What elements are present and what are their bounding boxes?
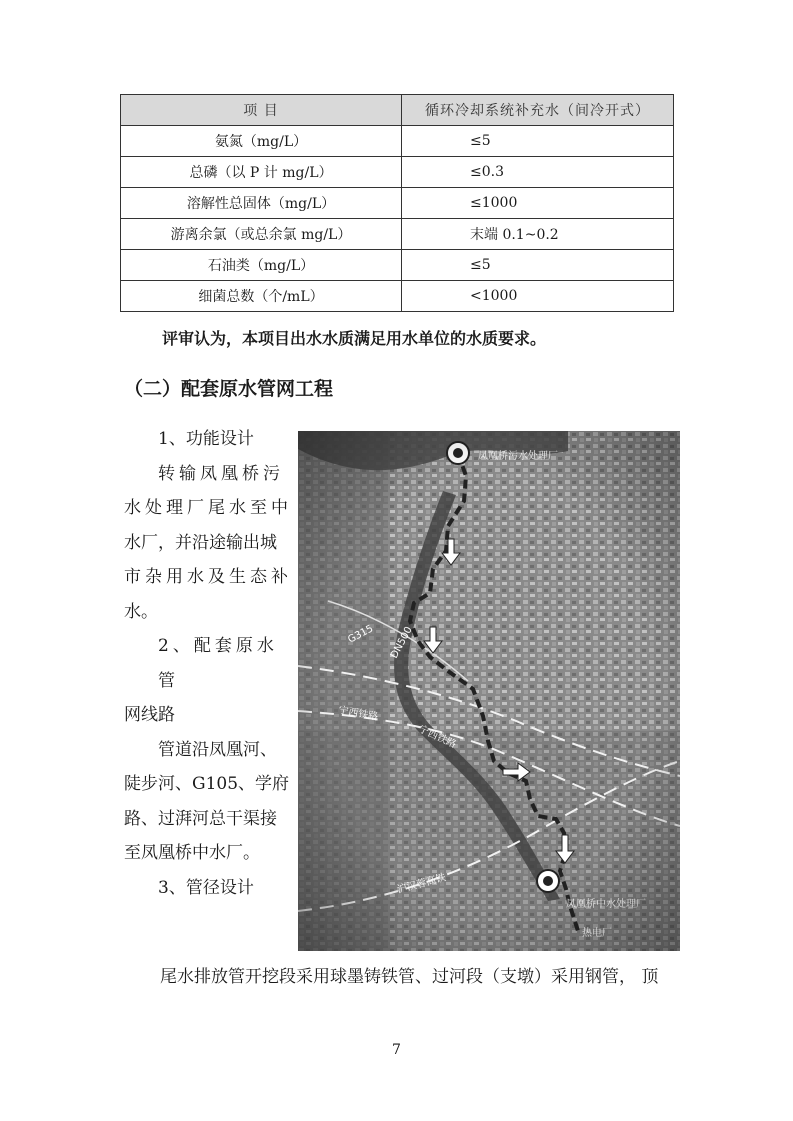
table-row	[121, 126, 674, 157]
table-header-row	[121, 95, 674, 126]
subsection-title: 1、功能设计	[158, 429, 254, 449]
table-row	[121, 157, 674, 188]
pipeline-route-map	[298, 431, 680, 951]
section-title: （二）配套原水管网工程	[124, 378, 334, 400]
table-cell-item: 石油类（mg/L）	[121, 250, 402, 281]
table-row	[121, 188, 674, 219]
body-line: 陡步河、G105、学府	[124, 774, 290, 794]
table-cell-value: ≤1000	[402, 188, 674, 219]
body-line: 路、过湃河总干渠接	[124, 808, 277, 829]
body-line: 尾水排放管开挖段采用球墨铸铁管、过河段（支墩）采用钢管， 顶	[160, 967, 659, 987]
table-cell-item: 总磷（以 P 计 mg/L）	[121, 157, 402, 188]
body-line: 至凤凰桥中水厂。	[124, 843, 260, 863]
left-column-text	[124, 422, 296, 905]
table-cell-item: 溶解性总固体（mg/L）	[121, 188, 402, 219]
table-cell-value: <1000	[402, 281, 674, 312]
body-line: 市杂用水及生态补	[124, 567, 292, 587]
map-image	[298, 431, 680, 951]
table-cell-value: 末端 0.1~0.2	[402, 219, 674, 250]
review-conclusion: 评审认为，本项目出水水质满足用水单位的水质要求。	[162, 329, 547, 348]
table-row	[121, 250, 674, 281]
subsection-title-cont: 网线路	[124, 705, 175, 725]
body-line: 转输凤凰桥污	[158, 463, 284, 484]
page-number: 7	[392, 1042, 401, 1058]
table-row	[121, 281, 674, 312]
body-line: 水。	[124, 601, 158, 622]
table-header-standard: 循环冷却系统补充水（间冷开式）	[402, 95, 674, 126]
table-cell-value: ≤5	[402, 250, 674, 281]
table-row	[121, 219, 674, 250]
subsection-title: 2、配套原水管	[158, 636, 278, 691]
body-line: 管道沿凤凰河、	[158, 739, 277, 760]
table-cell-value: ≤0.3	[402, 157, 674, 188]
water-quality-table	[120, 94, 674, 312]
table-cell-item: 游离余氯（或总余氯 mg/L）	[121, 219, 402, 250]
table-cell-value: ≤5	[402, 126, 674, 157]
table-header-item: 项 目	[121, 95, 402, 126]
body-line: 水厂，并沿途输出城	[124, 532, 277, 553]
table-cell-item: 细菌总数（个/mL）	[121, 281, 402, 312]
subsection-title: 3、管径设计	[158, 877, 254, 898]
water-quality-table-container	[120, 94, 674, 312]
table-cell-item: 氨氮（mg/L）	[121, 126, 402, 157]
body-line: 水处理厂尾水至中	[124, 498, 292, 518]
